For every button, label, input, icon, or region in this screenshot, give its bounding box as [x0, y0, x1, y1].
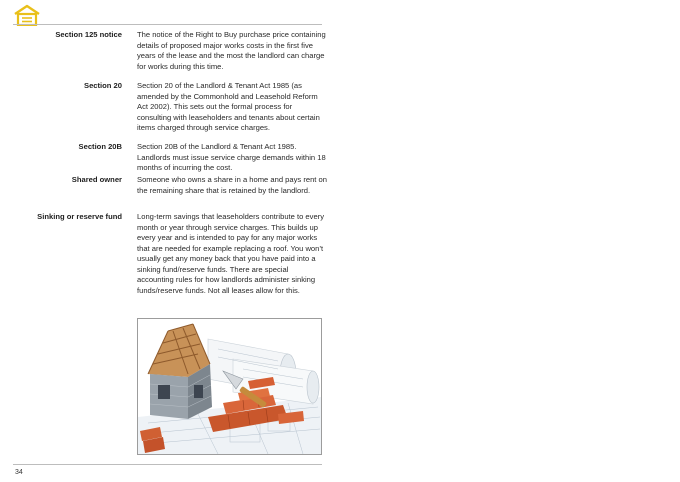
house-construction-illustration — [138, 319, 321, 454]
glossary-entry — [0, 81, 330, 142]
header-divider — [13, 24, 322, 25]
glossary-entry — [0, 212, 330, 296]
glossary-entry — [0, 142, 330, 175]
page-number: 34 — [15, 469, 23, 476]
glossary-term: Shared owner — [71, 175, 122, 184]
glossary-definition: Long-term savings that leaseholders contribute to every month or year through service charges. This builds up every year and is intended to pay for any major works that are needed for example replacing a roof. You won’t usually get any money back that you have paid into a sinking fund/reserve funds. There are special accounting rules for how landlords administer sinking funds/reserve funds. Not all leases allow for this. — [137, 212, 324, 295]
house-logo-icon — [13, 4, 41, 26]
glossary-definition: Section 20 of the Landlord & Tenant Act 1985 (as amended by the Commonhold and Leasehold Reform Act 2002). This sets out the formal process for consulting with leaseholders and tenants about certain items charged through service charges. — [137, 81, 320, 132]
glossary-term: Section 20B — [78, 142, 122, 151]
glossary-term: Section 20 — [84, 81, 122, 90]
glossary-term: Section 125 notice — [55, 30, 122, 39]
glossary-definition: Someone who owns a share in a home and pays rent on the remaining share that is retained by the landlord. — [137, 175, 327, 195]
glossary-definition: The notice of the Right to Buy purchase price containing details of proposed major works costs in the first five years of the lease and the most the landlord can charge for works during this time. — [137, 30, 326, 71]
glossary-entry — [0, 175, 330, 212]
footer-divider — [13, 464, 322, 465]
house-construction-photo — [137, 318, 322, 455]
glossary-term: Sinking or reserve fund — [37, 212, 122, 221]
glossary-list — [0, 30, 330, 296]
glossary-definition: Section 20B of the Landlord & Tenant Act 1985. Landlords must issue service charge demands within 18 months of incurring the cost. — [137, 142, 326, 172]
glossary-entry — [0, 30, 330, 81]
